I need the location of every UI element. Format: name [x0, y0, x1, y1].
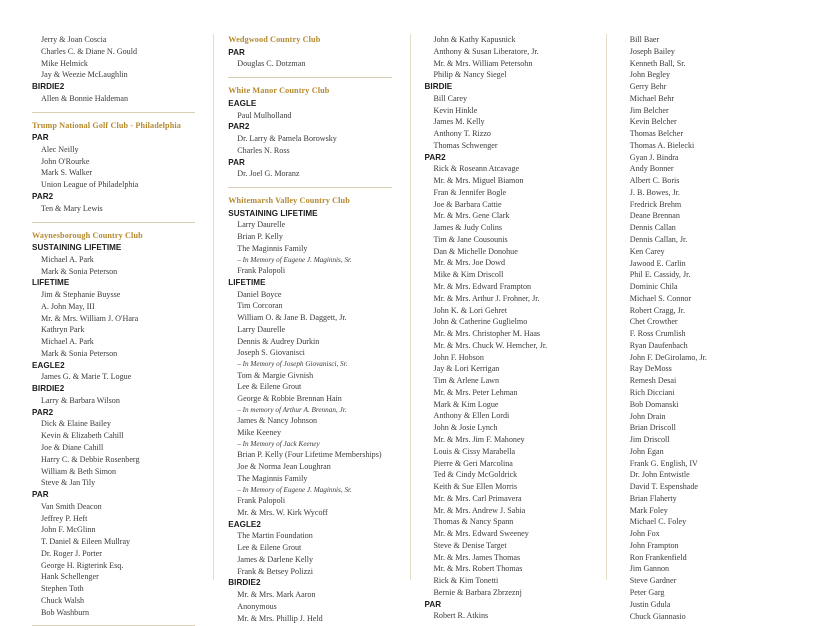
donor-name: Tim Corcoran	[237, 301, 283, 311]
donor-name: John Fox	[629, 529, 660, 539]
donor-name: Mr. & Mrs. Edward Sweeney	[433, 529, 529, 539]
donor-name: Rick & Kim Tonetti	[433, 576, 499, 586]
donor-name: Michael A. Park	[41, 337, 94, 347]
donor-name: Joe & Barbara Cattie	[433, 199, 502, 209]
donor-name: Jim & Stephanie Buysse	[41, 290, 121, 300]
giving-level-heading: EAGLE2	[32, 360, 65, 370]
donor-name: Mr. & Mrs. James Thomas	[433, 552, 521, 562]
giving-level-heading: SUSTAINING LIFETIME	[32, 243, 122, 253]
donor-name: Ten & Mary Lewis	[41, 203, 103, 213]
donor-name: William & Beth Simon	[41, 466, 116, 476]
donor-name: Dominic Chila	[629, 282, 678, 292]
donor-name: Mr. & Mrs. W. Kirk Wycoff	[237, 507, 328, 517]
donor-name: Lee & Eilene Grout	[237, 543, 302, 553]
donor-name: Mr. & Mrs. Arthur J. Frohner, Jr.	[433, 293, 540, 303]
donor-name: Stephen Toth	[41, 584, 84, 594]
giving-level-heading: BIRDIE2	[32, 82, 65, 92]
column-4	[606, 34, 802, 621]
column-3	[410, 34, 606, 621]
donor-name: Joseph S. Giovanisci	[237, 348, 305, 358]
donor-name: Louis & Cissy Marabella	[433, 446, 516, 456]
memorial-note: – In Memory of Eugene J. Maginnis, Sr.	[237, 485, 352, 494]
donor-name: Joe & Diane Cahill	[41, 443, 104, 452]
donor-name: Gyan J. Bindra	[629, 152, 679, 162]
donor-name: Ray DeMoss	[629, 364, 672, 374]
donor-name: John F. Hobson	[433, 352, 484, 362]
donor-name: Mr. & Mrs. Miguel Biamon	[433, 176, 524, 186]
donor-name: Douglas C. Dotzman	[237, 59, 306, 69]
donor-name: Philip & Nancy Siegel	[433, 70, 507, 80]
club-heading: Wedgwood Country Club	[228, 35, 321, 44]
donor-name: Allen & Bonnie Haldeman	[41, 93, 128, 103]
giving-level-heading: PAR2	[32, 407, 54, 417]
donor-name: Ted & Cindy McGoldrick	[433, 470, 518, 480]
donor-name: Dennis Callan	[629, 223, 676, 233]
donor-name: James G. & Marie T. Logue	[41, 372, 132, 382]
donor-name: John Begley	[629, 70, 670, 80]
donor-name: Mr. & Mrs. Robert Thomas	[433, 564, 523, 574]
giving-level-heading: EAGLE2	[228, 519, 261, 529]
donor-name: James & Darlene Kelly	[237, 554, 313, 564]
donor-name: Steve & Jan Tily	[41, 478, 96, 488]
donor-name: Gerry Behr	[629, 82, 667, 92]
donor-name: Anthony & Ellen Lordi	[433, 411, 510, 421]
donor-name: Mr. & Mrs. Gene Clark	[433, 211, 510, 221]
donor-name: John & Kathy Kapusnick	[433, 35, 516, 44]
giving-level-heading: LIFETIME	[32, 278, 70, 288]
donor-name: Jawood E. Carlin	[629, 258, 686, 268]
donor-name: Mark & Sonia Peterson	[41, 348, 118, 358]
donor-name: John K. & Lori Gehret	[433, 305, 508, 315]
donor-name: Phil E. Cassidy, Jr.	[629, 270, 691, 280]
donor-name: Frank G. English, IV	[629, 458, 698, 468]
donor-name: Dr. John Entwistle	[629, 470, 690, 480]
giving-level-heading: PAR2	[424, 152, 446, 162]
donor-name: Rich Dicciani	[629, 387, 675, 397]
donor-name: Joseph Bailey	[629, 46, 675, 56]
donor-name: John Drain	[629, 411, 666, 421]
donor-name: Dennis Callan, Jr.	[629, 235, 688, 245]
donor-name: Mark & Kim Logue	[433, 399, 499, 409]
donor-name: Mike Keeney	[237, 428, 282, 438]
donor-name: Brian Driscoll	[629, 423, 676, 433]
donor-name: George H. Rigterink Esq.	[41, 560, 124, 570]
donor-name: John F. DeGirolamo, Jr.	[629, 352, 707, 362]
section-divider	[32, 222, 195, 223]
donor-name: Anonymous	[237, 601, 277, 611]
donor-name: Peter Garg	[629, 587, 665, 597]
donor-name: Hank Schellenger	[41, 572, 99, 582]
giving-level-heading: PAR2	[228, 122, 250, 132]
donor-name: John O'Rourke	[41, 156, 90, 166]
donor-name: J. B. Bowes, Jr.	[629, 187, 680, 197]
donor-name: Michael A. Park	[41, 254, 94, 264]
donor-name: Bill Carey	[433, 93, 467, 103]
donor-name: Ryan Daufenbach	[629, 340, 688, 350]
donor-name: Mike Helmick	[41, 58, 88, 68]
giving-level-heading: PAR	[32, 133, 49, 143]
donor-name: Thomas Belcher	[629, 129, 684, 139]
donor-name: William O. & Jane B. Daggett, Jr.	[237, 313, 347, 323]
section-divider	[228, 187, 391, 188]
donor-name: Michael Behr	[629, 93, 675, 103]
donor-name: Ron Frankenfield	[629, 552, 687, 562]
donor-name: Mr. & Mrs. Peter Lehman	[433, 387, 518, 397]
donor-name: Fran & Jennifer Bogle	[433, 187, 507, 197]
donor-name: Alec Neilly	[41, 144, 79, 154]
donor-name: F. Ross Crumlish	[629, 329, 686, 339]
donor-name: T. Daniel & Eileen Mullray	[41, 537, 131, 547]
donor-name: Jeffrey P. Heft	[41, 513, 88, 523]
donor-name: Dennis & Audrey Durkin	[237, 336, 320, 346]
donor-name: Chuck Walsh	[41, 595, 85, 605]
donor-name: Dick & Elaine Bailey	[41, 419, 111, 429]
donor-name: Robert Cragg, Jr.	[629, 305, 686, 315]
donor-name: Tim & Jane Cousounis	[433, 234, 508, 244]
donor-name: Michael S. Connor	[629, 293, 692, 303]
donor-name: Mr. & Mrs. Carl Primavera	[433, 493, 522, 503]
donor-name: John F. McGlinn	[41, 525, 96, 535]
donor-name: John Egan	[629, 446, 664, 456]
donor-name: Jim Gannon	[629, 564, 670, 574]
giving-level-heading: BIRDIE2	[228, 578, 261, 588]
donor-name: Daniel Boyce	[237, 289, 282, 299]
donor-name: Dan & Michelle Donohue	[433, 246, 518, 256]
giving-level-heading: LIFETIME	[228, 277, 266, 287]
donor-name: Kevin Belcher	[629, 117, 677, 127]
giving-level-heading: PAR	[228, 47, 245, 57]
donor-name: Mark & Sonia Peterson	[41, 266, 118, 276]
donor-name: Jay & Lori Kerrigan	[433, 364, 500, 374]
donor-name: Tim & Arlene Lawn	[433, 376, 500, 386]
donor-name: Thomas & Nancy Spann	[433, 517, 514, 527]
donor-name: Frank Palopoli	[237, 496, 286, 506]
donor-name: Steve Gardner	[629, 576, 677, 586]
donor-name: Larry Daurelle	[237, 220, 286, 230]
donor-name: Jerry & Joan Coscia	[41, 35, 107, 44]
donor-name: Joe & Norma Jean Loughran	[237, 462, 331, 472]
donor-name: Kevin Hinkle	[433, 105, 478, 115]
donor-name: Mr. & Mrs. Edward Frampton	[433, 282, 532, 292]
donor-name: Deane Brennan	[629, 211, 680, 221]
donor-name: Mr. & Mrs. Phillip J. Held	[237, 613, 323, 623]
giving-level-heading: EAGLE	[228, 98, 257, 108]
donor-name: Dr. Joel G. Moranz	[237, 169, 300, 179]
donor-name: Kevin & Elizabeth Cahill	[41, 431, 124, 441]
donor-name: Anthony & Susan Liberatore, Jr.	[433, 46, 539, 56]
donor-name: Dr. Roger J. Porter	[41, 548, 102, 558]
donor-name: John Frampton	[629, 540, 679, 550]
donor-name: Fredrick Brehm	[629, 199, 682, 209]
section-divider	[228, 77, 391, 78]
donor-name: Dr. Larry & Pamela Borowsky	[237, 134, 337, 144]
donor-name: A. John May, III	[41, 301, 95, 311]
giving-level-heading: BIRDIE	[424, 82, 453, 92]
donor-name: Andy Bonner	[629, 164, 674, 174]
giving-level-heading: PAR	[424, 599, 442, 609]
donor-name: Rick & Roseann Atcavage	[433, 164, 520, 174]
donor-name: Ken Carey	[629, 246, 665, 256]
giving-level-heading: PAR	[228, 157, 245, 167]
donor-name: Harry C. & Debbie Rosenberg	[41, 454, 140, 464]
donor-name: Charles C. & Diane N. Gould	[41, 46, 137, 56]
donor-name: Mr. & Mrs. Joe Dowd	[433, 258, 505, 268]
donor-name: Charles N. Ross	[237, 145, 290, 155]
donor-name: Thomas A. Bielecki	[629, 140, 695, 150]
donor-name: James & Nancy Johnson	[237, 416, 318, 426]
donor-name: Bill Baer	[629, 35, 660, 44]
donor-name: The Maginnis Family	[237, 243, 308, 253]
donor-name: Mark Foley	[629, 505, 668, 515]
donor-name: James & Judy Colins	[433, 223, 503, 233]
giving-level-heading: SUSTAINING LIFETIME	[228, 208, 318, 218]
donor-name: Anthony T. Rizzo	[433, 129, 491, 139]
donor-name: Steve & Denise Target	[433, 540, 507, 550]
donor-name: James M. Kelly	[433, 117, 485, 127]
club-heading: Whitemarsh Valley Country Club	[228, 196, 350, 206]
column-1	[18, 34, 213, 617]
donor-name: Thomas Schwenger	[433, 140, 498, 150]
donor-name: Mark S. Walker	[41, 168, 93, 178]
donor-name: The Maginnis Family	[237, 473, 308, 483]
giving-level-heading: PAR	[32, 490, 49, 500]
donor-name: Kathryn Park	[41, 325, 85, 335]
donor-name: Mr. & Mrs. Christopher M. Haas	[433, 329, 541, 339]
donor-name: Jim Belcher	[629, 105, 669, 115]
donor-name: Jim Driscoll	[629, 435, 670, 445]
section-divider	[32, 112, 195, 113]
donor-name: Union League of Philadelphia	[41, 180, 139, 190]
donor-name: Albert C. Boris	[629, 176, 680, 186]
donor-name: George & Robbie Brennan Hain	[237, 394, 342, 404]
donor-name: Frank & Betsey Polizzi	[237, 566, 314, 576]
donor-name: John & Catherine Guglielmo	[433, 317, 528, 327]
column-2	[213, 34, 409, 623]
club-heading: Trump National Golf Club - Philadelphia	[32, 120, 181, 130]
donor-name: The Martin Foundation	[237, 531, 313, 541]
donor-name: Jay & Weezie McLaughlin	[41, 70, 128, 80]
donor-name: Robert R. Atkins	[433, 611, 489, 621]
donor-name: Keith & Sue Ellen Morris	[433, 482, 518, 492]
donor-name: Chet Crowther	[629, 317, 678, 327]
donor-name: Remesh Desai	[629, 376, 677, 386]
memorial-note: – In memory of Arthur A. Brennan, Jr.	[237, 405, 347, 414]
memorial-note: – In Memory of Joseph Giovanisci, Sr.	[237, 360, 348, 369]
donor-name: Brian Flaherty	[629, 493, 677, 503]
donor-name: Mr. & Mrs. Chuck W. Hemcher, Jr.	[433, 340, 548, 350]
donor-name: Mr. & Mrs. Andrew J. Sabia	[433, 505, 526, 515]
donor-name: Michael C. Foley	[629, 517, 687, 527]
donor-name: Mike & Kim Driscoll	[433, 270, 504, 280]
giving-level-heading: BIRDIE2	[32, 384, 65, 394]
donor-name: Larry & Barbara Wilson	[41, 395, 120, 405]
donor-columns	[18, 34, 802, 623]
giving-level-heading: PAR2	[32, 192, 54, 201]
donor-name: Justin Gdula	[629, 599, 671, 609]
donor-name: Bob Domanski	[629, 399, 679, 409]
donor-name: Lee & Eilene Grout	[237, 382, 302, 392]
club-heading: White Manor Country Club	[228, 86, 330, 96]
donor-name: Kenneth Ball, Sr.	[629, 58, 686, 68]
donor-name: Van Smith Deacon	[41, 501, 102, 511]
club-heading: Waynesborough Country Club	[32, 230, 143, 240]
donor-name: Chuck Giannasio	[629, 611, 686, 621]
donor-name: Brian P. Kelly	[237, 232, 283, 242]
donor-name: Mr. & Mrs. William J. O'Hara	[41, 313, 139, 323]
donor-name: Larry Daurelle	[237, 324, 286, 334]
donor-name: Bob Washburn	[41, 607, 89, 617]
donor-name: Brian P. Kelly (Four Lifetime Memberships)	[237, 450, 382, 460]
memorial-note: – In Memory of Jack Keeney	[237, 439, 320, 448]
donor-name: Bernie & Barbara Zbrzeznj	[433, 587, 522, 597]
memorial-note: – In Memory of Eugene J. Maginnis, Sr.	[237, 255, 352, 264]
donor-name: David T. Espenshade	[629, 482, 699, 492]
donor-name: Tom & Margie Givnish	[237, 370, 314, 380]
donor-name: Frank Palopoli	[237, 266, 286, 276]
donor-name: Mr. & Mrs. Jim F. Mahoney	[433, 434, 525, 444]
donor-name: Mr. & Mrs. William Petersohn	[433, 58, 533, 68]
donor-name: Pierre & Geri Marcolina	[433, 458, 513, 468]
donor-name: Mr. & Mrs. Mark Aaron	[237, 590, 316, 600]
donor-name: John & Josie Lynch	[433, 423, 498, 433]
donor-name: Paul Mulholland	[237, 110, 292, 120]
